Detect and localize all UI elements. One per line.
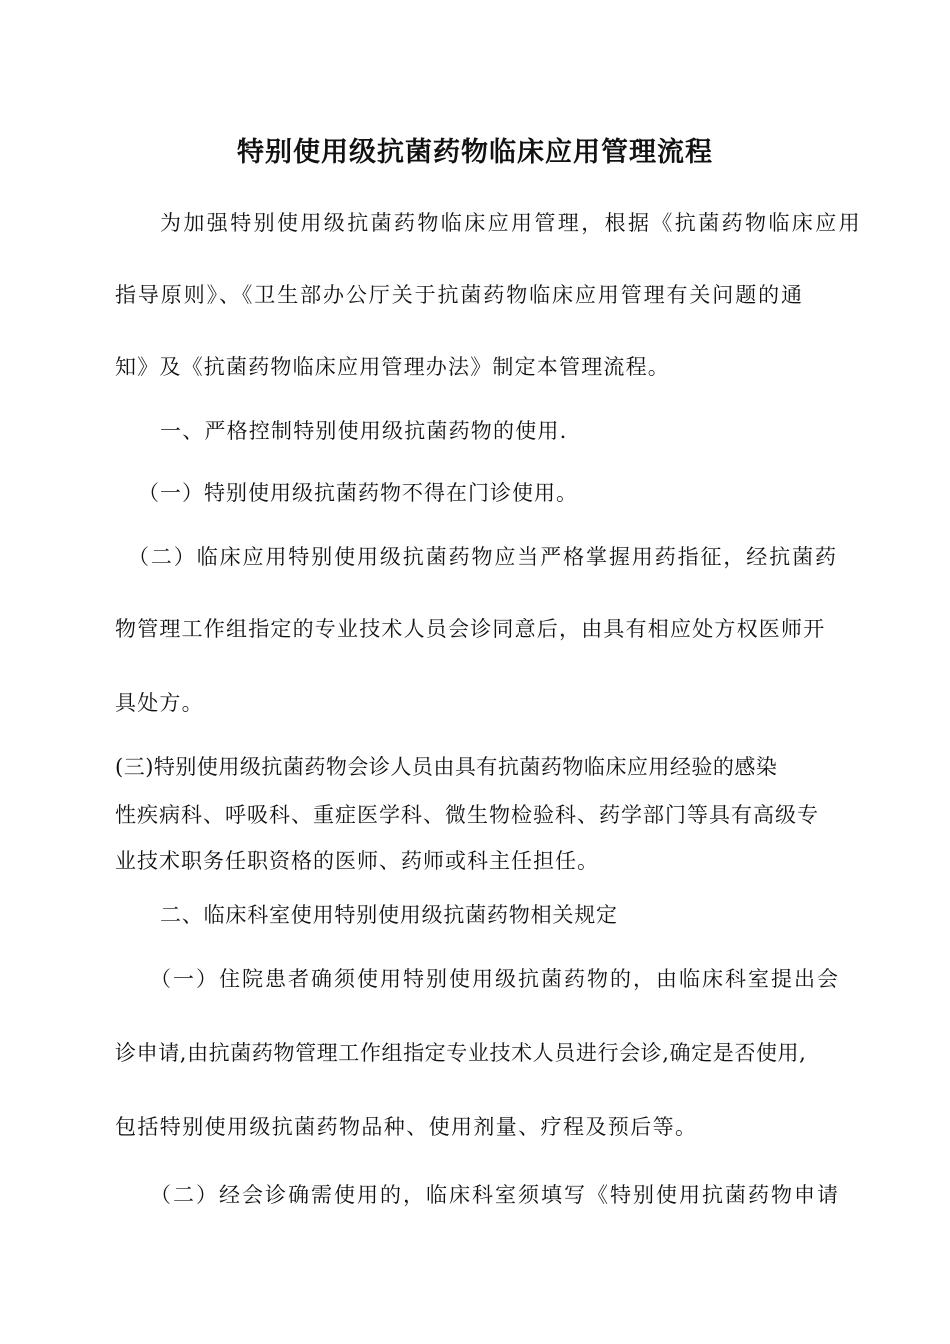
section-heading: 一、严格控制特别使用级抗菌药物的使用. <box>160 419 568 443</box>
paragraph-line: 诊申请,由抗菌药物管理工作组指定专业技术人员进行会诊,确定是否使用, <box>115 1041 807 1065</box>
paragraph-line: 为加强特别使用级抗菌药物临床应用管理，根据《抗菌药物临床应用 <box>160 211 862 235</box>
paragraph-line: (三)特别使用级抗菌药物会诊人员由具有抗菌药物临床应用经验的感染 <box>115 755 778 779</box>
paragraph-line: 知》及《抗菌药物临床应用管理办法》制定本管理流程。 <box>115 355 670 379</box>
paragraph-line: 具处方。 <box>115 691 204 715</box>
paragraph-line: （二）临床应用特别使用级抗菌药物应当严格掌握用药指征，经抗菌药 <box>128 545 838 569</box>
paragraph-line: （一）特别使用级抗菌药物不得在门诊使用。 <box>138 481 578 505</box>
paragraph-line: 包括特别使用级抗菌药物品种、使用剂量、疗程及预后等。 <box>115 1115 698 1139</box>
paragraph-line: 业技术职务任职资格的医师、药师或科主任担任。 <box>115 849 599 873</box>
section-heading: 二、临床科室使用特别使用级抗菌药物相关规定 <box>160 903 618 927</box>
paragraph-line: （一）住院患者确须使用特别使用级抗菌药物的，由临床科室提出会 <box>150 967 840 991</box>
paragraph-line: 物管理工作组指定的专业技术人员会诊同意后，由具有相应处方权医师开 <box>115 617 826 641</box>
document-title: 特别使用级抗菌药物临床应用管理流程 <box>237 137 713 168</box>
paragraph-line: 指导原则》、《卫生部办公厅关于抗菌药物临床应用管理有关问题的通 <box>115 283 804 307</box>
paragraph-line: （二）经会诊确需使用的，临床科室须填写《特别使用抗菌药物申请 <box>150 1183 840 1207</box>
paragraph-line: 性疾病科、呼吸科、重症医学科、微生物检验科、药学部门等具有高级专 <box>115 803 819 827</box>
